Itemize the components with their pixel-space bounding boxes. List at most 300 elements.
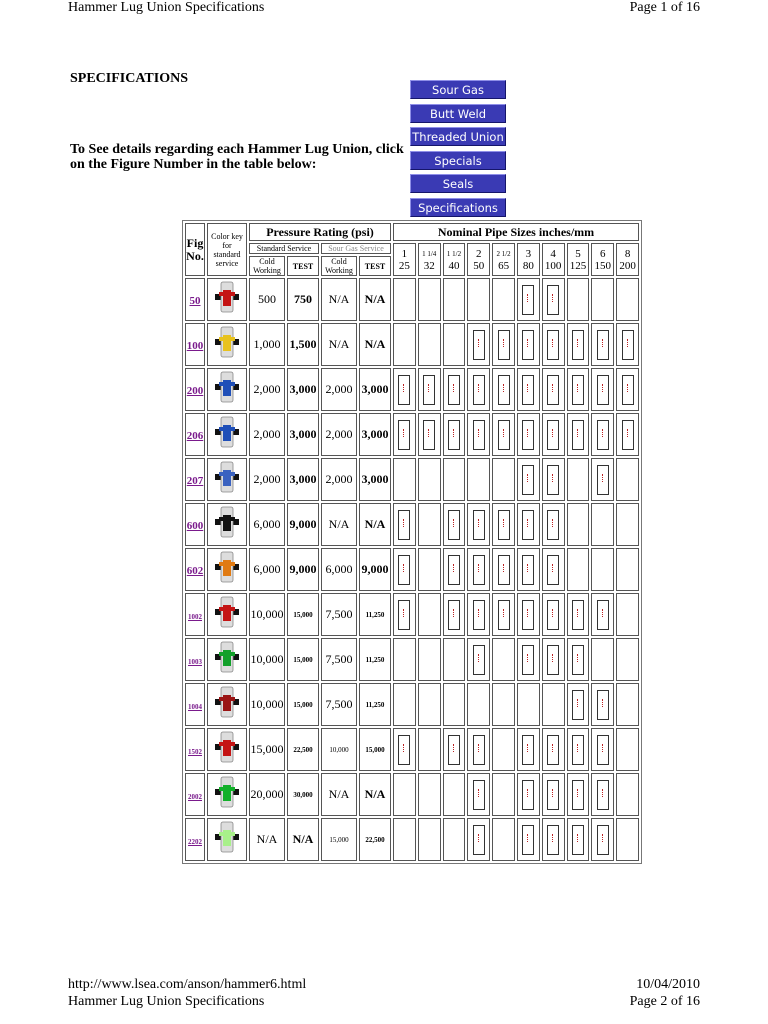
size-available-icon[interactable] (547, 285, 559, 315)
size-cell-available (517, 593, 540, 636)
size-cell-available (517, 458, 540, 501)
size-available-icon[interactable] (547, 420, 559, 450)
figure-link[interactable]: 2002 (188, 792, 202, 801)
size-cell-empty (393, 638, 416, 681)
color-key-cell (207, 413, 247, 456)
size-cell-empty (443, 683, 466, 726)
size-cell-empty (393, 278, 416, 321)
size-cell-available (567, 593, 590, 636)
size-available-icon[interactable] (572, 645, 584, 675)
table-row (185, 683, 639, 726)
color-key-cell (207, 323, 247, 366)
sg-test-cell: 3,000 (359, 413, 391, 456)
size-available-icon[interactable] (522, 600, 534, 630)
size-cell-available (542, 323, 565, 366)
size-cell-empty (591, 548, 614, 591)
size-cell-empty (393, 818, 416, 861)
size-cell-available (492, 593, 515, 636)
size-col-2: 1 1/4 32 (418, 243, 441, 276)
sg-cold-working-header: Cold Working (321, 256, 357, 276)
size-available-icon[interactable] (522, 735, 534, 765)
pressure-rating-header: Pressure Rating (psi) (249, 223, 391, 241)
size-available-icon[interactable] (522, 420, 534, 450)
size-cell-empty (418, 728, 441, 771)
size-cell-available (517, 278, 540, 321)
std-cold-working-cell: 2,000 (249, 413, 285, 456)
size-col-4: 2 50 (467, 243, 490, 276)
size-available-icon[interactable] (498, 510, 510, 540)
size-cell-empty (418, 548, 441, 591)
figure-link[interactable]: 600 (186, 519, 204, 532)
fig-cell (185, 728, 205, 771)
size-cell-available (443, 593, 466, 636)
fig-cell (185, 503, 205, 546)
size-cell-available (467, 638, 490, 681)
size-cell-empty (443, 458, 466, 501)
size-available-icon[interactable] (547, 735, 559, 765)
size-cell-available (517, 548, 540, 591)
size-cell-available (567, 773, 590, 816)
size-cell-available (567, 638, 590, 681)
table-row (185, 503, 639, 546)
size-cell-empty (616, 728, 639, 771)
size-available-icon[interactable] (448, 600, 460, 630)
size-cell-available (393, 503, 416, 546)
sg-test-cell: 3,000 (359, 458, 391, 501)
size-cell-empty (492, 278, 515, 321)
size-cell-empty (492, 728, 515, 771)
union-icon (210, 504, 244, 540)
size-cell-empty (443, 323, 466, 366)
size-available-icon[interactable] (398, 420, 410, 450)
size-cell-available (591, 818, 614, 861)
sg-cold-working-cell: 7,500 (321, 683, 357, 726)
nav-buttons (410, 80, 506, 222)
size-cell-empty (418, 323, 441, 366)
size-cell-empty (393, 773, 416, 816)
size-cell-available (467, 548, 490, 591)
size-available-icon[interactable] (398, 375, 410, 405)
size-cell-empty (616, 548, 639, 591)
size-available-icon[interactable] (522, 465, 534, 495)
instructions-text: To See details regarding each Hammer Lug Union, click on the Figure Number in the table below: (70, 142, 404, 172)
footer-title: Hammer Lug Union Specifications (68, 994, 265, 1009)
size-available-icon[interactable] (498, 330, 510, 360)
table-row (185, 368, 639, 411)
size-cell-available (542, 773, 565, 816)
fig-cell (185, 368, 205, 411)
sg-test-cell: 15,000 (359, 728, 391, 771)
fig-cell (185, 413, 205, 456)
figure-link[interactable]: 1002 (188, 612, 202, 621)
size-available-icon[interactable] (473, 555, 485, 585)
size-cell-available (542, 818, 565, 861)
fig-cell (185, 593, 205, 636)
sg-test-cell: N/A (359, 278, 391, 321)
size-cell-available (591, 593, 614, 636)
size-available-icon[interactable] (522, 780, 534, 810)
size-available-icon[interactable] (597, 375, 609, 405)
size-available-icon[interactable] (522, 645, 534, 675)
size-available-icon[interactable] (448, 420, 460, 450)
nav-seals-button[interactable]: Seals (410, 174, 506, 193)
size-available-icon[interactable] (473, 735, 485, 765)
figure-link[interactable]: 50 (189, 294, 201, 307)
color-key-cell (207, 503, 247, 546)
size-cell-available (567, 728, 590, 771)
size-available-icon[interactable] (572, 690, 584, 720)
size-available-icon[interactable] (547, 510, 559, 540)
figure-link[interactable]: 1502 (188, 747, 202, 756)
size-available-icon[interactable] (597, 600, 609, 630)
std-cold-working-cell: 500 (249, 278, 285, 321)
size-available-icon[interactable] (522, 375, 534, 405)
sg-test-cell: N/A (359, 323, 391, 366)
size-cell-available (567, 683, 590, 726)
size-cell-empty (492, 458, 515, 501)
size-cell-empty (418, 593, 441, 636)
size-cell-available (393, 593, 416, 636)
size-available-icon[interactable] (572, 420, 584, 450)
size-col-10: 8 200 (616, 243, 639, 276)
color-key-cell (207, 773, 247, 816)
sg-test-cell: 11,250 (359, 683, 391, 726)
union-icon (210, 549, 244, 585)
std-cold-working-cell: 6,000 (249, 503, 285, 546)
size-available-icon[interactable] (498, 420, 510, 450)
std-cold-working-cell: 2,000 (249, 368, 285, 411)
nav-butt-weld-button[interactable]: Butt Weld (410, 104, 506, 123)
size-cell-available (591, 323, 614, 366)
size-col-3: 1 1/2 40 (443, 243, 466, 276)
size-available-icon[interactable] (448, 375, 460, 405)
size-cell-available (467, 368, 490, 411)
size-available-icon[interactable] (448, 555, 460, 585)
size-cell-available (517, 323, 540, 366)
size-cell-empty (567, 458, 590, 501)
size-available-icon[interactable] (473, 645, 485, 675)
size-available-icon[interactable] (572, 600, 584, 630)
size-available-icon[interactable] (498, 375, 510, 405)
size-available-icon[interactable] (522, 285, 534, 315)
size-cell-available (542, 368, 565, 411)
size-available-icon[interactable] (547, 600, 559, 630)
table-row (185, 323, 639, 366)
size-cell-empty (492, 773, 515, 816)
size-available-icon[interactable] (622, 420, 634, 450)
size-cell-available (517, 413, 540, 456)
size-available-icon[interactable] (547, 465, 559, 495)
size-available-icon[interactable] (498, 600, 510, 630)
size-available-icon[interactable] (423, 375, 435, 405)
size-cell-available (467, 413, 490, 456)
size-available-icon[interactable] (572, 735, 584, 765)
size-cell-available (542, 593, 565, 636)
size-available-icon[interactable] (597, 465, 609, 495)
header-title: Hammer Lug Union Specifications (68, 0, 265, 15)
size-available-icon[interactable] (572, 780, 584, 810)
union-icon (210, 459, 244, 495)
std-test-cell: 750 (287, 278, 319, 321)
std-cold-working-cell: 2,000 (249, 458, 285, 501)
sg-test-cell: 3,000 (359, 368, 391, 411)
nav-specifications-button[interactable]: Specifications (410, 198, 506, 217)
std-cold-working-header: Cold Working (249, 256, 285, 276)
fig-cell (185, 773, 205, 816)
size-cell-available (591, 773, 614, 816)
size-available-icon[interactable] (622, 330, 634, 360)
union-icon (210, 774, 244, 810)
figure-link[interactable]: 1003 (188, 657, 202, 666)
color-key-cell (207, 278, 247, 321)
std-test-cell: 30,000 (287, 773, 319, 816)
size-cell-available (591, 413, 614, 456)
union-icon (210, 324, 244, 360)
sg-test-cell: 22,500 (359, 818, 391, 861)
size-available-icon[interactable] (473, 510, 485, 540)
size-cell-available (542, 278, 565, 321)
size-cell-empty (591, 638, 614, 681)
size-cell-empty (418, 773, 441, 816)
union-icon (210, 819, 244, 855)
size-available-icon[interactable] (597, 420, 609, 450)
size-available-icon[interactable] (572, 375, 584, 405)
std-test-cell: 9,000 (287, 548, 319, 591)
size-cell-empty (418, 278, 441, 321)
sg-test-cell: N/A (359, 773, 391, 816)
size-available-icon[interactable] (597, 690, 609, 720)
size-available-icon[interactable] (473, 600, 485, 630)
std-test-header: TEST (287, 256, 319, 276)
size-cell-empty (616, 818, 639, 861)
size-cell-available (542, 503, 565, 546)
size-cell-empty (393, 323, 416, 366)
sg-cold-working-cell: 2,000 (321, 368, 357, 411)
size-cell-empty (418, 503, 441, 546)
nav-specials-button[interactable]: Specials (410, 151, 506, 170)
size-available-icon[interactable] (622, 375, 634, 405)
size-cell-available (492, 413, 515, 456)
sg-cold-working-cell: N/A (321, 503, 357, 546)
union-icon (210, 369, 244, 405)
size-cell-empty (542, 683, 565, 726)
size-available-icon[interactable] (547, 645, 559, 675)
size-available-icon[interactable] (448, 735, 460, 765)
size-cell-available (591, 728, 614, 771)
size-cell-empty (492, 638, 515, 681)
size-cell-available (542, 548, 565, 591)
sg-test-cell: 11,250 (359, 593, 391, 636)
specifications-table (182, 220, 642, 864)
standard-service-header: Standard Service (249, 243, 319, 254)
size-available-icon[interactable] (547, 330, 559, 360)
size-cell-available (567, 413, 590, 456)
sg-test-cell: 11,250 (359, 638, 391, 681)
size-cell-available (418, 413, 441, 456)
size-available-icon[interactable] (473, 330, 485, 360)
size-cell-empty (418, 458, 441, 501)
size-cell-available (616, 413, 639, 456)
sg-cold-working-cell: 6,000 (321, 548, 357, 591)
size-cell-available (517, 728, 540, 771)
color-key-cell (207, 728, 247, 771)
size-cell-available (393, 548, 416, 591)
size-available-icon[interactable] (498, 555, 510, 585)
size-available-icon[interactable] (398, 510, 410, 540)
size-available-icon[interactable] (597, 330, 609, 360)
fig-cell (185, 638, 205, 681)
size-available-icon[interactable] (597, 825, 609, 855)
table-row (185, 548, 639, 591)
size-cell-empty (616, 683, 639, 726)
size-available-icon[interactable] (522, 555, 534, 585)
size-cell-available (443, 548, 466, 591)
size-available-icon[interactable] (572, 825, 584, 855)
size-cell-available (616, 368, 639, 411)
size-cell-empty (443, 278, 466, 321)
size-available-icon[interactable] (473, 420, 485, 450)
color-key-cell (207, 548, 247, 591)
size-cell-empty (591, 503, 614, 546)
size-cell-available (517, 773, 540, 816)
sg-cold-working-cell: N/A (321, 773, 357, 816)
size-available-icon[interactable] (398, 735, 410, 765)
size-available-icon[interactable] (547, 825, 559, 855)
std-test-cell: 3,000 (287, 413, 319, 456)
size-cell-empty (616, 773, 639, 816)
size-available-icon[interactable] (473, 375, 485, 405)
union-icon (210, 594, 244, 630)
sg-test-header: TEST (359, 256, 391, 276)
size-cell-empty (467, 458, 490, 501)
size-cell-available (517, 368, 540, 411)
table-row (185, 728, 639, 771)
size-cell-empty (616, 593, 639, 636)
footer-date: 10/04/2010 (636, 977, 700, 992)
size-cell-empty (616, 503, 639, 546)
figure-link[interactable]: 100 (186, 339, 204, 352)
size-available-icon[interactable] (473, 780, 485, 810)
size-cell-empty (591, 278, 614, 321)
std-test-cell: 1,500 (287, 323, 319, 366)
size-cell-available (591, 458, 614, 501)
sg-cold-working-cell: 7,500 (321, 593, 357, 636)
size-cell-available (567, 368, 590, 411)
std-cold-working-cell: 10,000 (249, 683, 285, 726)
footer-page: Page 2 of 16 (629, 994, 700, 1009)
size-cell-empty (616, 278, 639, 321)
nav-threaded-union-button[interactable]: Threaded Union (410, 127, 506, 146)
size-available-icon[interactable] (522, 510, 534, 540)
size-available-icon[interactable] (448, 510, 460, 540)
sg-cold-working-cell: 10,000 (321, 728, 357, 771)
size-available-icon[interactable] (547, 780, 559, 810)
size-available-icon[interactable] (423, 420, 435, 450)
figure-link[interactable]: 207 (186, 474, 204, 487)
figure-link[interactable]: 2202 (188, 837, 202, 846)
size-available-icon[interactable] (522, 330, 534, 360)
std-cold-working-cell: 20,000 (249, 773, 285, 816)
std-cold-working-cell: 10,000 (249, 638, 285, 681)
figure-link[interactable]: 1004 (188, 702, 202, 711)
size-available-icon[interactable] (547, 555, 559, 585)
size-available-icon[interactable] (597, 735, 609, 765)
size-col-6: 3 80 (517, 243, 540, 276)
size-cell-empty (418, 818, 441, 861)
size-cell-empty (443, 818, 466, 861)
std-test-cell: N/A (287, 818, 319, 861)
sg-test-cell: 9,000 (359, 548, 391, 591)
table-row (185, 278, 639, 321)
fig-cell (185, 458, 205, 501)
size-cell-available (567, 323, 590, 366)
fig-cell (185, 683, 205, 726)
std-cold-working-cell: 6,000 (249, 548, 285, 591)
table-row (185, 413, 639, 456)
size-cell-available (542, 638, 565, 681)
table-row (185, 638, 639, 681)
table-row (185, 593, 639, 636)
sg-cold-working-cell: 2,000 (321, 413, 357, 456)
color-key-cell (207, 458, 247, 501)
fig-cell (185, 323, 205, 366)
size-cell-empty (616, 638, 639, 681)
sg-cold-working-cell: N/A (321, 278, 357, 321)
size-cell-available (443, 368, 466, 411)
size-available-icon[interactable] (547, 375, 559, 405)
size-cell-available (492, 368, 515, 411)
nav-sour-gas-button[interactable]: Sour Gas (410, 80, 506, 99)
size-cell-available (591, 683, 614, 726)
size-cell-available (517, 638, 540, 681)
fig-no-header: Fig No. (185, 223, 205, 276)
size-cell-empty (418, 683, 441, 726)
sg-cold-working-cell: 7,500 (321, 638, 357, 681)
size-cell-empty (492, 818, 515, 861)
size-available-icon[interactable] (398, 555, 410, 585)
color-key-cell (207, 368, 247, 411)
size-cell-available (542, 458, 565, 501)
std-cold-working-cell: N/A (249, 818, 285, 861)
color-key-cell (207, 638, 247, 681)
size-cell-available (517, 818, 540, 861)
size-cell-available (467, 773, 490, 816)
figure-link[interactable]: 200 (186, 384, 204, 397)
color-key-cell (207, 683, 247, 726)
size-cell-available (467, 593, 490, 636)
figure-link[interactable]: 602 (186, 564, 204, 577)
size-cell-empty (467, 278, 490, 321)
size-cell-available (443, 413, 466, 456)
color-key-cell (207, 818, 247, 861)
size-cell-available (517, 503, 540, 546)
size-available-icon[interactable] (597, 780, 609, 810)
std-test-cell: 15,000 (287, 683, 319, 726)
size-available-icon[interactable] (398, 600, 410, 630)
size-col-9: 6 150 (591, 243, 614, 276)
size-cell-available (542, 413, 565, 456)
size-cell-available (443, 728, 466, 771)
size-available-icon[interactable] (522, 825, 534, 855)
union-icon (210, 729, 244, 765)
std-cold-working-cell: 15,000 (249, 728, 285, 771)
size-available-icon[interactable] (572, 330, 584, 360)
size-available-icon[interactable] (473, 825, 485, 855)
size-cell-empty (443, 773, 466, 816)
figure-link[interactable]: 206 (186, 429, 204, 442)
std-cold-working-cell: 10,000 (249, 593, 285, 636)
sg-cold-working-cell: 15,000 (321, 818, 357, 861)
